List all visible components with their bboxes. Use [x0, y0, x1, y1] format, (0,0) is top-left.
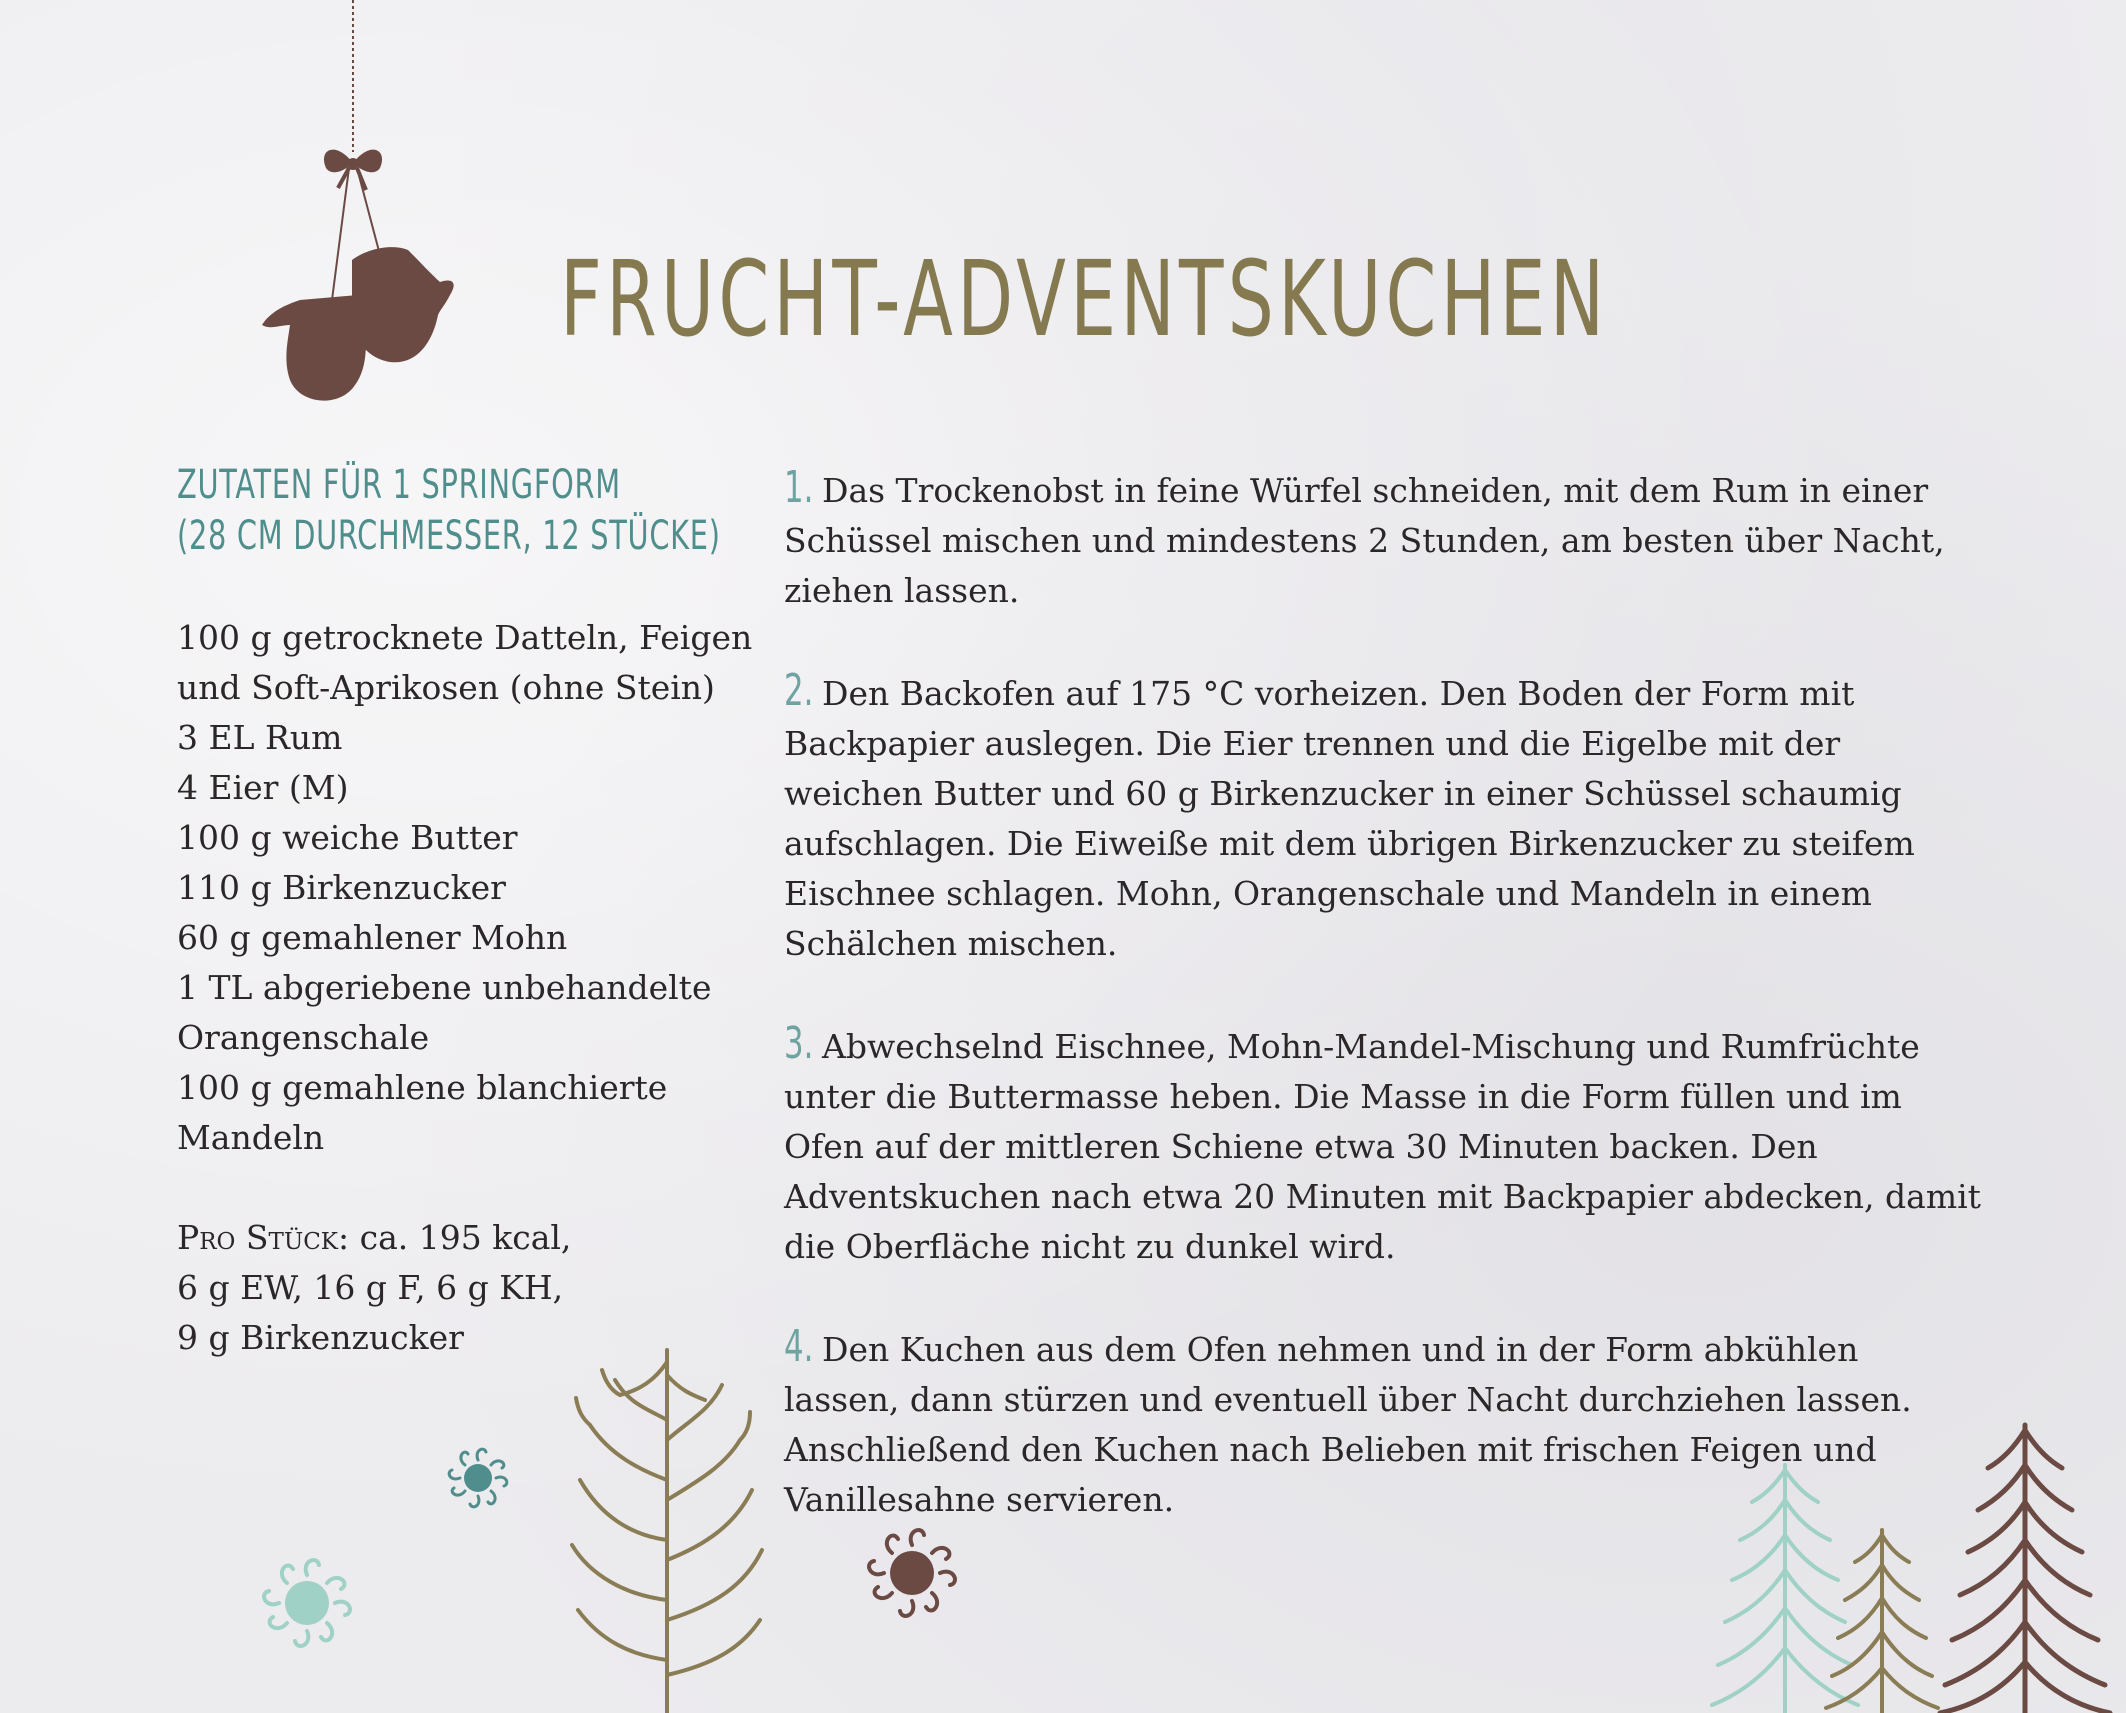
ingredient-line: 60 g gemahlener Mohn: [177, 918, 568, 957]
nutrition-line3: 9 g Birkenzucker: [177, 1318, 464, 1357]
nutrition-line1: [177, 1213, 777, 1263]
step-text: Den Kuchen aus dem Ofen nehmen und in der Form abkühlen lassen, dann stürzen und eventuell über Nacht durchziehen lassen. Anschließend den Kuchen nach Belieben mit frischen Feigen und Vanillesahne servieren.: [784, 1330, 1912, 1519]
nutrition-line2: 6 g EW, 16 g F, 6 g KH,: [177, 1268, 564, 1307]
step-number: 3.: [784, 1018, 814, 1069]
step-text: Abwechselnd Eischnee, Mohn-Mandel-Mischung und Rumfrüchte unter die Buttermasse heben. Die Masse in die Form füllen und im Ofen auf der mittleren Schiene etwa 30 Minuten backen. Den Adventskuchen nach etwa 20 Minuten mit Backpapier abdecken, damit die Oberfläche nicht zu dunkel wird.: [784, 1027, 1981, 1266]
instruction-step: [784, 463, 1984, 616]
instructions-list: [784, 463, 1984, 1575]
nutrition-label: Pro Stück:: [177, 1218, 350, 1257]
ingredients-list: [177, 613, 777, 1163]
nutrition-info: [177, 1213, 777, 1363]
ingredient-line: Orangenschale: [177, 1018, 430, 1057]
instruction-step: [784, 1322, 1984, 1525]
step-text: Den Backofen auf 175 °C vorheizen. Den Boden der Form mit Backpapier auslegen. Die Eier trennen und die Eigelbe mit der weichen Butter und 60 g Birkenzucker in einer Schüssel schaumig aufschlagen. Die Eiweiße mit dem übrigen Birkenzucker zu steifem Eischnee schlagen. Mohn, Orangenschale und Mandeln in einem Schälchen mischen.: [784, 674, 1915, 963]
nutrition-kcal: ca. 195 kcal,: [349, 1218, 572, 1257]
ingredients-heading-line1: ZUTATEN FÜR 1 SPRINGFORM: [177, 462, 621, 508]
step-text: Das Trockenobst in feine Würfel schneiden, mit dem Rum in einer Schüssel mischen und mindestens 2 Stunden, am besten über Nacht, ziehen lassen.: [784, 471, 1945, 610]
ingredients-heading-line2: (28 CM DURCHMESSER, 12 STÜCKE): [177, 513, 721, 559]
flower-teal-icon: [449, 1449, 507, 1507]
instruction-step: [784, 666, 1984, 969]
step-number: 2.: [784, 665, 814, 716]
ingredient-line: 100 g gemahlene blanchierte: [177, 1068, 668, 1107]
ingredients-heading: [177, 460, 724, 562]
step-number: 4.: [784, 1321, 814, 1372]
bare-tree-icon: [572, 1350, 762, 1713]
ingredient-line: 1 TL abgeriebene unbehandelte: [177, 968, 712, 1007]
ingredient-line: 4 Eier (M): [177, 768, 349, 807]
ingredient-line: 100 g weiche Butter: [177, 818, 518, 857]
instruction-step: [784, 1019, 1984, 1272]
mittens-icon: [262, 0, 454, 401]
ingredient-line: 100 g getrocknete Datteln, Feigen: [177, 618, 753, 657]
step-number: 1.: [784, 462, 814, 513]
ingredient-line: und Soft-Aprikosen (ohne Stein): [177, 668, 715, 707]
ingredient-line: Mandeln: [177, 1118, 325, 1157]
recipe-title: FRUCHT-ADVENTSKUCHEN: [560, 238, 1609, 360]
ingredient-line: 3 EL Rum: [177, 718, 343, 757]
ingredient-line: 110 g Birkenzucker: [177, 868, 506, 907]
flower-mint-icon: [264, 1560, 350, 1646]
